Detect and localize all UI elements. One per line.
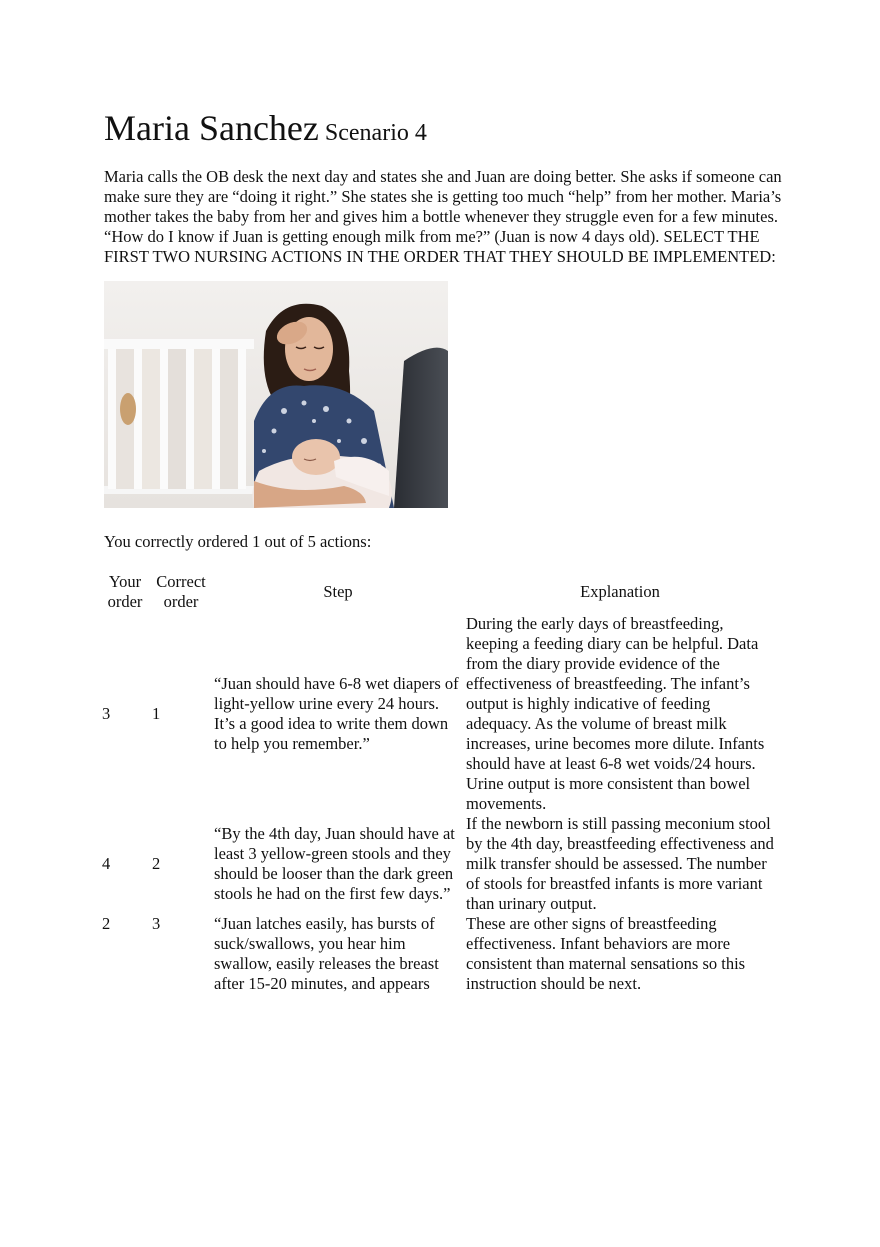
- correct-order-cell: 3: [152, 914, 161, 933]
- crib: [104, 339, 254, 494]
- mother-baby-photo: [104, 281, 448, 508]
- page-title: [104, 106, 784, 155]
- table-row: [100, 614, 776, 814]
- explanation-cell: These are other signs of breastfeeding effectiveness. Infant behaviors are more consistent than maternal sensations so this instruction should be next.: [466, 914, 746, 993]
- table-row: [100, 814, 776, 914]
- step-cell: “Juan should have 6-8 wet diapers of light-yellow urine every 24 hours. It’s a good idea to write them down to help you remember.”: [214, 674, 459, 753]
- your-order-header: Your order: [107, 572, 143, 611]
- title-scenario: Scenario 4: [324, 120, 427, 146]
- correct-order-header: Correct order: [156, 572, 206, 611]
- your-order-cell: 3: [102, 704, 111, 723]
- score-summary: You correctly ordered 1 out of 5 actions:: [104, 532, 372, 551]
- correct-order-cell: 1: [152, 704, 161, 723]
- your-order-cell: 4: [102, 854, 111, 873]
- page-content: [104, 106, 784, 994]
- explanation-header: Explanation: [580, 582, 660, 601]
- scenario-description: Maria calls the OB desk the next day and states she and Juan are doing better. She asks if someone can make sure they are “doing it right.” She states she is getting too much “help” from her mother. Maria’s mother takes the baby from her and gives him a bottle whenever they struggle even for a few minutes. “How do I know if Juan is getting enough milk from me?” (Juan is now 4 days old). SELECT THE FIRST TWO NURSING ACTIONS IN THE ORDER THAT THEY SHOULD BE IMPLEMENTED:: [104, 167, 782, 266]
- table-row: [100, 914, 776, 994]
- title-name: Maria Sanchez: [104, 108, 319, 148]
- step-cell: “Juan latches easily, has bursts of suck/swallows, you hear him swallow, easily releases the breast after 15-20 minutes, and appears: [214, 914, 439, 993]
- explanation-cell: If the newborn is still passing meconium stool by the 4th day, breastfeeding effectiveness and milk transfer should be assessed. The number of stools for breastfed infants is more variant than urinary output.: [466, 814, 774, 913]
- correct-order-cell: 2: [152, 854, 161, 873]
- table-header-row: [100, 572, 776, 614]
- results-table: [100, 572, 776, 994]
- explanation-cell: During the early days of breastfeeding, keeping a feeding diary can be helpful. Data from the diary provide evidence of the effectiveness of breastfeeding. The infant’s output is highly indicative of feeding adequacy. As the volume of breast milk increases, urine becomes more dilute. Infants should have at least 6-8 wet voids/24 hours. Urine output is more consistent than bowel movements.: [466, 614, 765, 813]
- step-header: Step: [323, 582, 353, 601]
- step-cell: “By the 4th day, Juan should have at least 3 yellow-green stools and they should be looser than the dark green stools he had on the first few days.”: [214, 824, 455, 903]
- your-order-cell: 2: [102, 914, 111, 933]
